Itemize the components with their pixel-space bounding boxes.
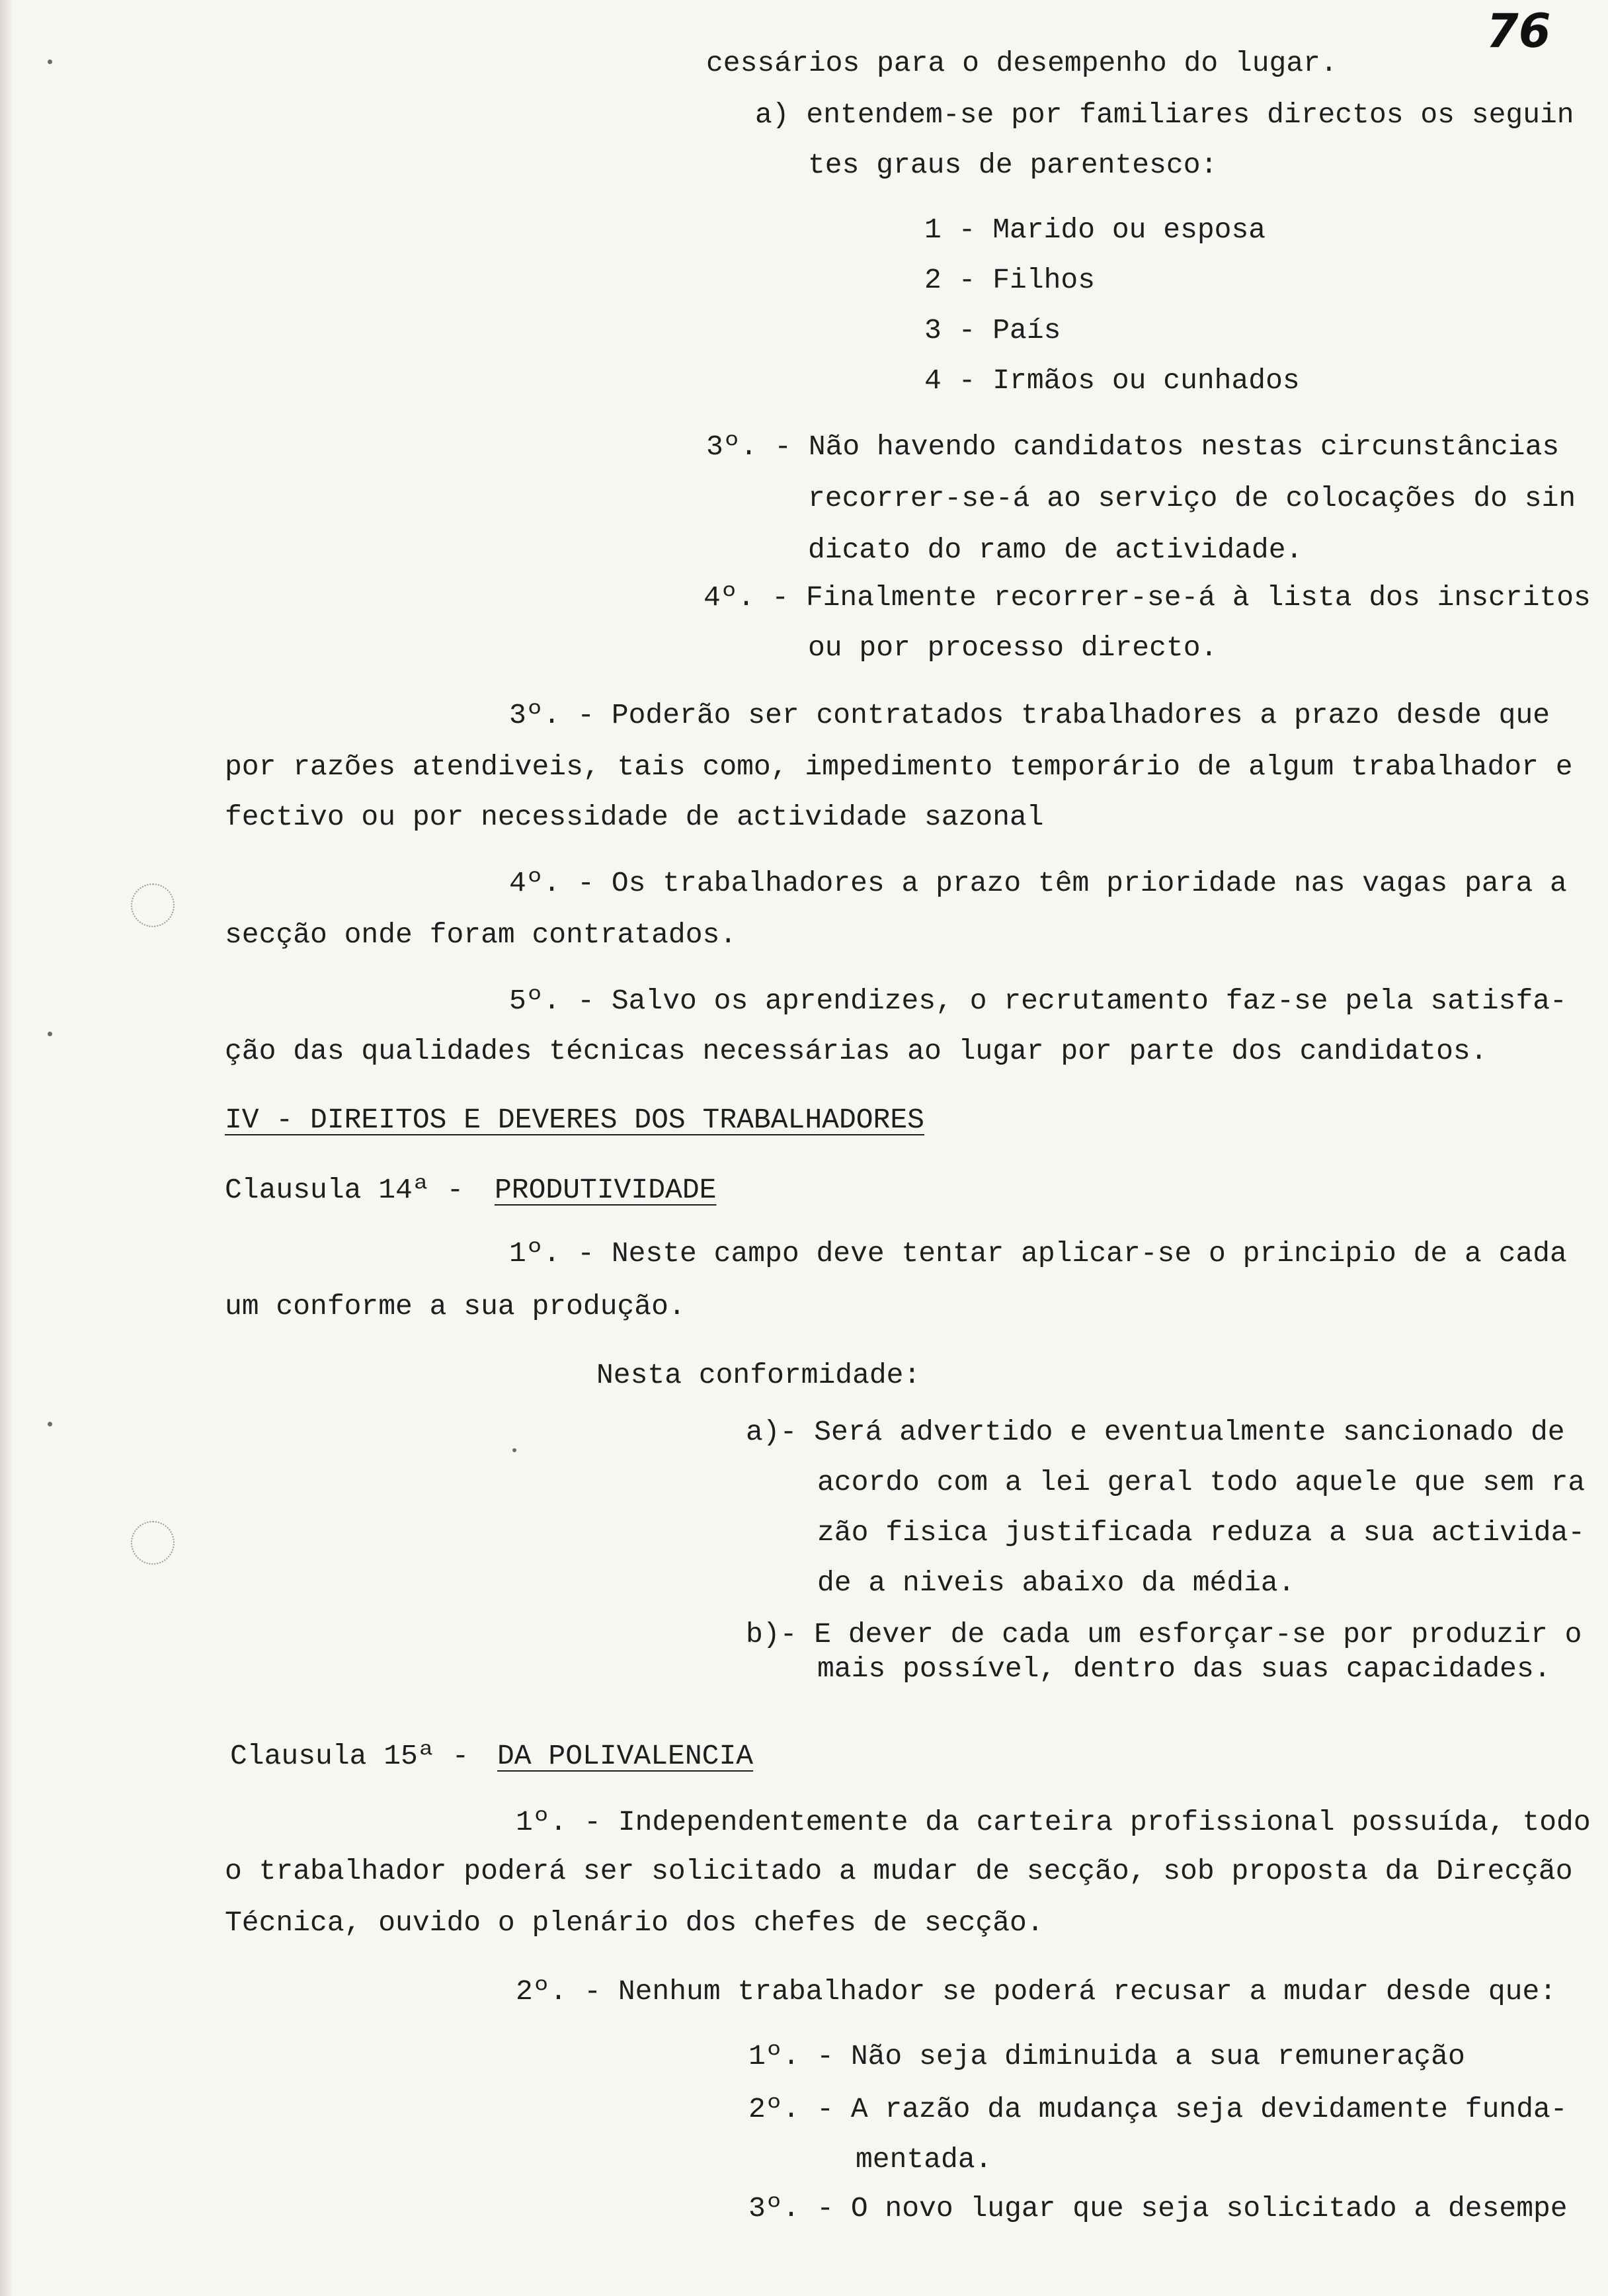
text-line: 2º. - Nenhum trabalhador se poderá recusar a mudar desde que:	[516, 1975, 1557, 2008]
clause-title: PRODUTIVIDADE	[495, 1174, 717, 1206]
page-number: 76	[1486, 4, 1551, 58]
text-line: ou por processo directo.	[808, 632, 1218, 664]
text-line: 3º. - Não havendo candidatos nestas circunstâncias	[706, 430, 1560, 463]
margin-speck	[48, 1032, 52, 1036]
text-line: Nesta conformidade:	[596, 1359, 921, 1391]
text-line: recorrer-se-á ao serviço de colocações do sin	[808, 482, 1576, 514]
text-line: fectivo ou por necessidade de actividade sazonal	[225, 801, 1044, 833]
text-line: o trabalhador poderá ser solicitado a mudar de secção, sob proposta da Direcção	[225, 1855, 1573, 1887]
text-line: a)- Será advertido e eventualmente sancionado de	[746, 1416, 1565, 1448]
list-item: 1 - Marido ou esposa	[924, 214, 1266, 246]
text-line: por razões atendiveis, tais como, impedimento temporário de algum trabalhador e	[225, 751, 1573, 783]
text-line: de a niveis abaixo da média.	[817, 1567, 1295, 1599]
text-line: mentada.	[856, 2143, 992, 2176]
text-line: um conforme a sua produção.	[225, 1290, 686, 1323]
text-line: 4º. - Finalmente recorrer-se-á à lista dos inscritos	[704, 581, 1591, 614]
text-line: acordo com a lei geral todo aquele que sem ra	[817, 1466, 1586, 1498]
list-item: 4 - Irmãos ou cunhados	[924, 364, 1300, 397]
text-line: ção das qualidades técnicas necessárias ao lugar por parte dos candidatos.	[225, 1035, 1488, 1067]
text-line: 1º. - Independentemente da carteira profissional possuída, todo	[516, 1806, 1591, 1838]
text-line: secção onde foram contratados.	[225, 919, 737, 951]
text-line: 4º. - Os trabalhadores a prazo têm prioridade nas vagas para a	[509, 867, 1567, 899]
text-line: a) entendem-se por familiares directos os seguin	[755, 99, 1574, 131]
text-line: b)- E dever de cada um esforçar-se por produzir o	[746, 1618, 1582, 1651]
text-line: cessários para o desempenho do lugar.	[706, 47, 1338, 79]
text-line: 3º. - Poderão ser contratados trabalhadores a prazo desde que	[509, 699, 1550, 731]
clause-label: Clausula 15ª -	[230, 1740, 469, 1772]
text-line: 5º. - Salvo os aprendizes, o recrutamento faz-se pela satisfa-	[509, 985, 1567, 1017]
text-line: dicato do ramo de actividade.	[808, 534, 1303, 566]
list-item: 2 - Filhos	[924, 264, 1096, 296]
punch-hole-bottom	[131, 1521, 175, 1565]
clause-title: DA POLIVALENCIA	[497, 1740, 754, 1772]
text-line: mais possível, dentro das suas capacidades.	[817, 1653, 1551, 1685]
margin-speck	[48, 60, 52, 64]
list-item: 3 - País	[924, 314, 1061, 347]
text-line: 1º. - Não seja diminuida a sua remuneração	[748, 2040, 1465, 2072]
punch-hole-top	[131, 883, 175, 927]
text-line: 2º. - A razão da mudança seja devidamente funda-	[748, 2093, 1568, 2125]
text-line: zão fisica justificada reduza a sua activida-	[817, 1516, 1586, 1549]
text-line: Técnica, ouvido o plenário dos chefes de secção.	[225, 1906, 1044, 1939]
page-edge-shadow	[0, 0, 13, 2296]
margin-speck	[512, 1448, 516, 1452]
text-line: tes graus de parentesco:	[808, 149, 1218, 181]
clause-label: Clausula 14ª -	[225, 1174, 464, 1206]
margin-speck	[48, 1422, 52, 1426]
section-heading: IV - DIREITOS E DEVERES DOS TRABALHADORES	[225, 1104, 924, 1136]
text-line: 1º. - Neste campo deve tentar aplicar-se o principio de a cada	[509, 1237, 1567, 1270]
text-line: 3º. - O novo lugar que seja solicitado a desempe	[748, 2192, 1568, 2225]
